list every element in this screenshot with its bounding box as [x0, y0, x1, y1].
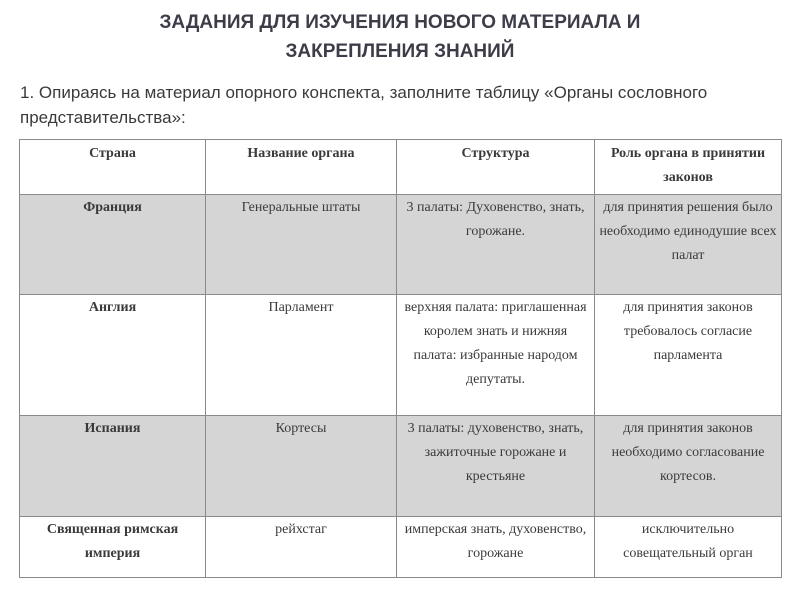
- title-line-2: ЗАКРЕПЛЕНИЯ ЗНАНИЙ: [285, 41, 515, 62]
- cell-role: для принятия законов необходимо согласование кортесов.: [595, 416, 782, 517]
- cell-organ: Генеральные штаты: [206, 195, 397, 295]
- table-header-row: [20, 140, 782, 195]
- task-line-1: 1. Опираясь на материал опорного конспекта, заполните таблицу «Органы сословного: [20, 83, 708, 102]
- cell-country: Испания: [20, 416, 206, 517]
- cell-role: исключительно совещательный орган: [595, 517, 782, 578]
- cell-organ: Парламент: [206, 295, 397, 416]
- header-country: Страна: [20, 140, 206, 195]
- header-role: Роль органа в принятии законов: [595, 140, 782, 195]
- table-row: [20, 416, 782, 517]
- cell-country: Франция: [20, 195, 206, 295]
- cell-structure: верхняя палата: приглашенная королем знать и нижняя палата: избранные народом депутаты.: [397, 295, 595, 416]
- page-title: [0, 8, 800, 66]
- table-row: [20, 195, 782, 295]
- cell-role: для принятия законов требовалось согласие парламента: [595, 295, 782, 416]
- cell-structure: 3 палаты: Духовенство, знать, горожане.: [397, 195, 595, 295]
- cell-structure: имперская знать, духовенство, горожане: [397, 517, 595, 578]
- cell-organ: Кортесы: [206, 416, 397, 517]
- header-structure: Структура: [397, 140, 595, 195]
- cell-country: Священная римская империя: [20, 517, 206, 578]
- task-line-2: представительства»:: [20, 108, 186, 127]
- cell-role: для принятия решения было необходимо единодушие всех палат: [595, 195, 782, 295]
- cell-structure: 3 палаты: духовенство, знать, зажиточные горожане и крестьяне: [397, 416, 595, 517]
- table-row: [20, 517, 782, 578]
- organs-table: [19, 139, 782, 578]
- table-row: [20, 295, 782, 416]
- title-line-1: ЗАДАНИЯ ДЛЯ ИЗУЧЕНИЯ НОВОГО МАТЕРИАЛА И: [159, 12, 641, 33]
- cell-country: Англия: [20, 295, 206, 416]
- header-organ-name: Название органа: [206, 140, 397, 195]
- cell-organ: рейхстаг: [206, 517, 397, 578]
- task-instruction: [20, 80, 780, 130]
